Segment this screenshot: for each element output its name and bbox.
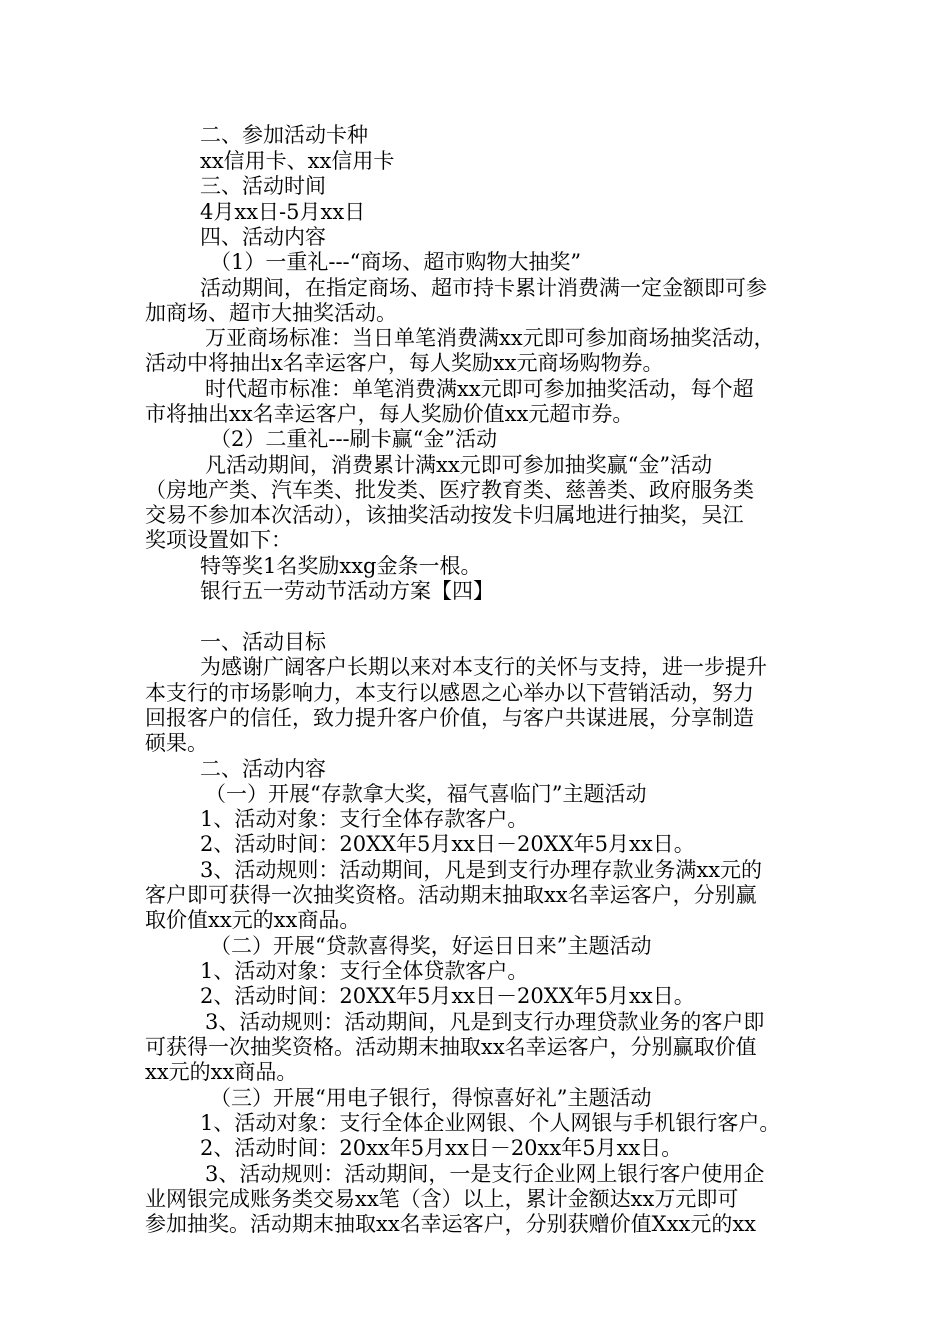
text-line: 4月xx日-5月xx日 [200,200,366,224]
text-line: 为感谢广阔客户长期以来对本支行的关怀与支持，进一步提升 [200,655,767,679]
text-line: 1、活动对象：支行全体存款客户。 [200,807,529,831]
text-line: （一）开展“存款拿大奖，福气喜临门”主题活动 [205,782,647,806]
text-line: 3、活动规则：活动期间，一是支行企业网上银行客户使用企 [205,1162,765,1186]
text-line: 交易不参加本次活动），该抽奖活动按发卡归属地进行抽奖，吴江 [145,503,744,527]
text-line: 二、参加活动卡种 [200,123,368,147]
text-line: 2、活动时间：20xx年5月xx日－20xx年5月xx日。 [200,1136,683,1160]
text-line: 凡活动期间，消费累计满xx元即可参加抽奖赢“金”活动 [205,453,713,477]
text-line: （三）开展“用电子银行，得惊喜好礼”主题活动 [210,1086,652,1110]
text-line: 硕果。 [145,731,208,755]
text-line: 四、活动内容 [200,225,326,249]
text-line: 时代超市标准：单笔消费满xx元即可参加抽奖活动，每个超 [205,377,754,401]
text-line: 二、活动内容 [200,757,326,781]
text-line: 本支行的市场影响力，本支行以感恩之心举办以下营销活动，努力 [145,681,754,705]
text-line: 2、活动时间：20XX年5月xx日－20XX年5月xx日。 [200,984,695,1008]
text-line: （二）开展“贷款喜得奖，好运日日来”主题活动 [210,934,652,958]
text-line: （房地产类、汽车类、批发类、医疗教育类、慈善类、政府服务类 [145,478,754,502]
text-line: 1、活动对象：支行全体企业网银、个人网银与手机银行客户。 [200,1111,781,1135]
text-line: 活动期间，在指定商场、超市持卡累计消费满一定金额即可参 [200,276,767,300]
text-line: 回报客户的信任，致力提升客户价值，与客户共谋进展，分享制造 [145,706,754,730]
text-line: 一、活动目标 [200,630,326,654]
text-line: 取价值xx元的xx商品。 [145,908,361,932]
text-line: 市将抽出xx名幸运客户，每人奖励价值xx元超市券。 [145,402,634,426]
text-line: 1、活动对象：支行全体贷款客户。 [200,959,529,983]
text-line: （1）一重礼---“商场、超市购物大抽奖” [210,250,582,274]
text-line: 特等奖1名奖励xxg金条一根。 [200,554,482,578]
text-line: 活动中将抽出x名幸运客户，每人奖励xx元商场购物券。 [145,351,664,375]
text-line: 2、活动时间：20XX年5月xx日－20XX年5月xx日。 [200,832,695,856]
text-line: 3、活动规则：活动期间，凡是到支行办理贷款业务的客户即 [205,1010,765,1034]
text-line: 参加抽奖。活动期末抽取xx名幸运客户，分别获赠价值Xxx元的xx [145,1212,757,1236]
text-line: 万亚商场标准：当日单笔消费满xx元即可参加商场抽奖活动， [205,326,775,350]
text-line: 银行五一劳动节活动方案【四】 [200,579,494,603]
text-line: 奖项设置如下： [145,528,292,552]
text-line: 客户即可获得一次抽奖资格。活动期末抽取xx名幸运客户，分别赢 [145,883,757,907]
text-line: xx元的xx商品。 [145,1060,298,1084]
text-line: （2）二重礼---刷卡赢“金”活动 [210,427,498,451]
text-line: 加商场、超市大抽奖活动。 [145,301,397,325]
text-line: 三、活动时间 [200,174,326,198]
text-line: 可获得一次抽奖资格。活动期末抽取xx名幸运客户，分别赢取价值 [145,1035,757,1059]
text-line: xx信用卡、xx信用卡 [200,149,395,173]
text-line: 3、活动规则：活动期间，凡是到支行办理存款业务满xx元的 [200,858,763,882]
text-line: 业网银完成账务类交易xx笔（含）以上，累计金额达xx万元即可 [145,1187,739,1211]
